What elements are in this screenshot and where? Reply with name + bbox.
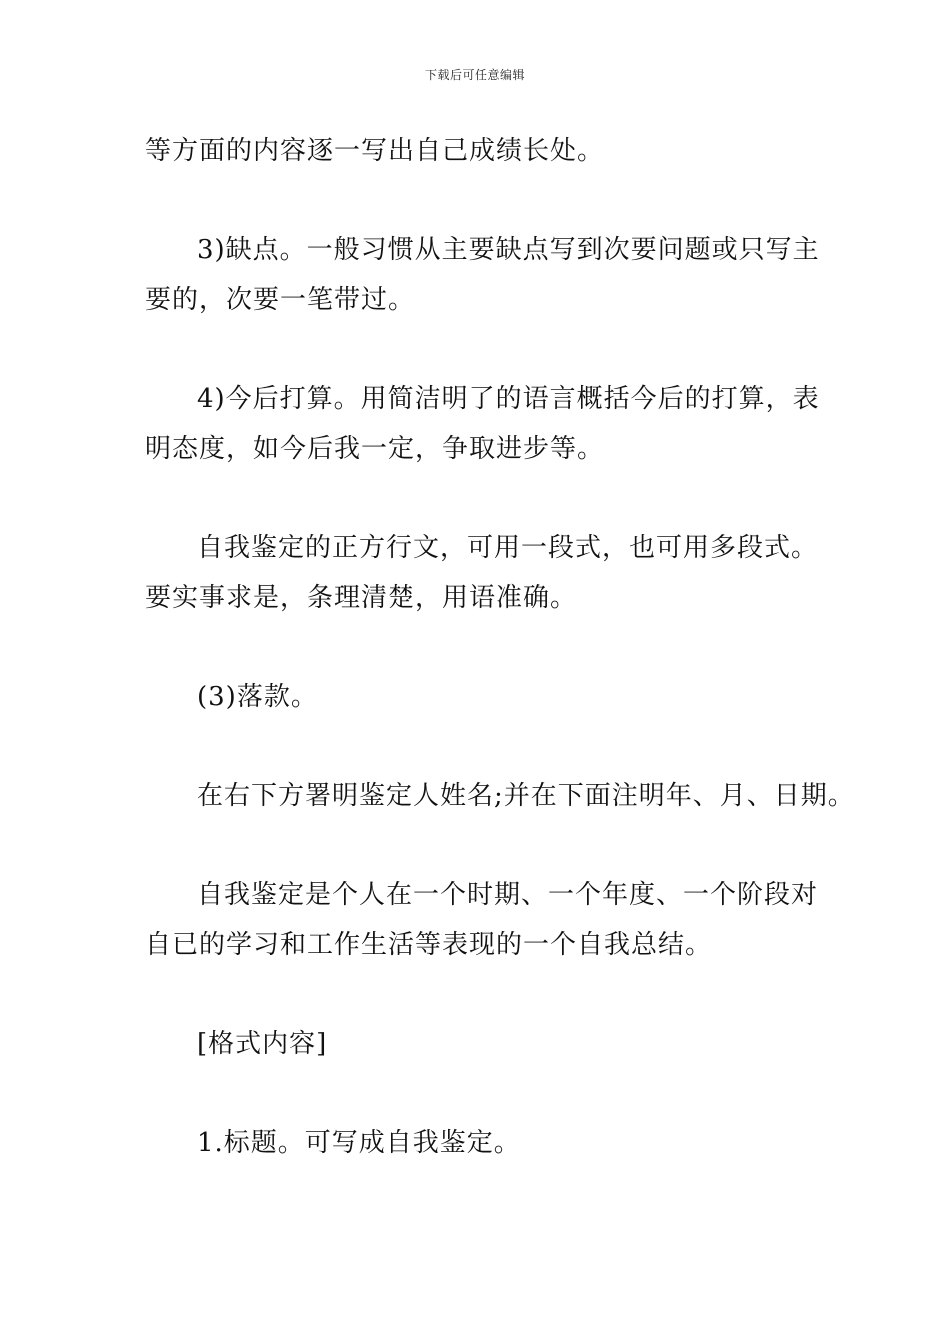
paragraph-5 (145, 672, 810, 722)
paragraph-line: 明态度，如今后我一定，争取进步等。 (145, 434, 605, 464)
paragraph-line: 等方面的内容逐一写出自己成绩长处。 (145, 136, 605, 166)
paragraph-line: (3)落款。 (197, 682, 318, 712)
paragraph-line: 4)今后打算。用简洁明了的语言概括今后的打算，表 (197, 384, 820, 414)
page-header: 下载后可任意编辑 (424, 68, 525, 82)
paragraph-line: 自我鉴定是个人在一个时期、一个年度、一个阶段对 (197, 880, 819, 910)
document-body (145, 126, 855, 1168)
paragraph-line: [格式内容] (197, 1029, 328, 1059)
paragraph-3 (145, 374, 820, 474)
paragraph-6 (145, 771, 855, 821)
paragraph-line: 自已的学习和工作生活等表现的一个自我总结。 (145, 930, 713, 960)
paragraph-9 (145, 1118, 810, 1168)
paragraph-7 (145, 870, 819, 970)
paragraph-line: 3)缺点。一般习惯从主要缺点写到次要问题或只写主 (197, 235, 820, 265)
paragraph-2 (145, 225, 820, 325)
paragraph-line: 要的，次要一笔带过。 (145, 285, 416, 315)
paragraph-line: 要实事求是，条理清楚，用语准确。 (145, 583, 578, 613)
paragraph-1 (145, 126, 810, 176)
paragraph-line: 自我鉴定的正方行文，可用一段式，也可用多段式。 (197, 533, 819, 563)
paragraph-4 (145, 523, 819, 623)
paragraph-line: 在右下方署明鉴定人姓名;并在下面注明年、月、日期。 (197, 781, 855, 811)
paragraph-8 (145, 1019, 810, 1069)
paragraph-line: 1.标题。可写成自我鉴定。 (197, 1128, 521, 1158)
